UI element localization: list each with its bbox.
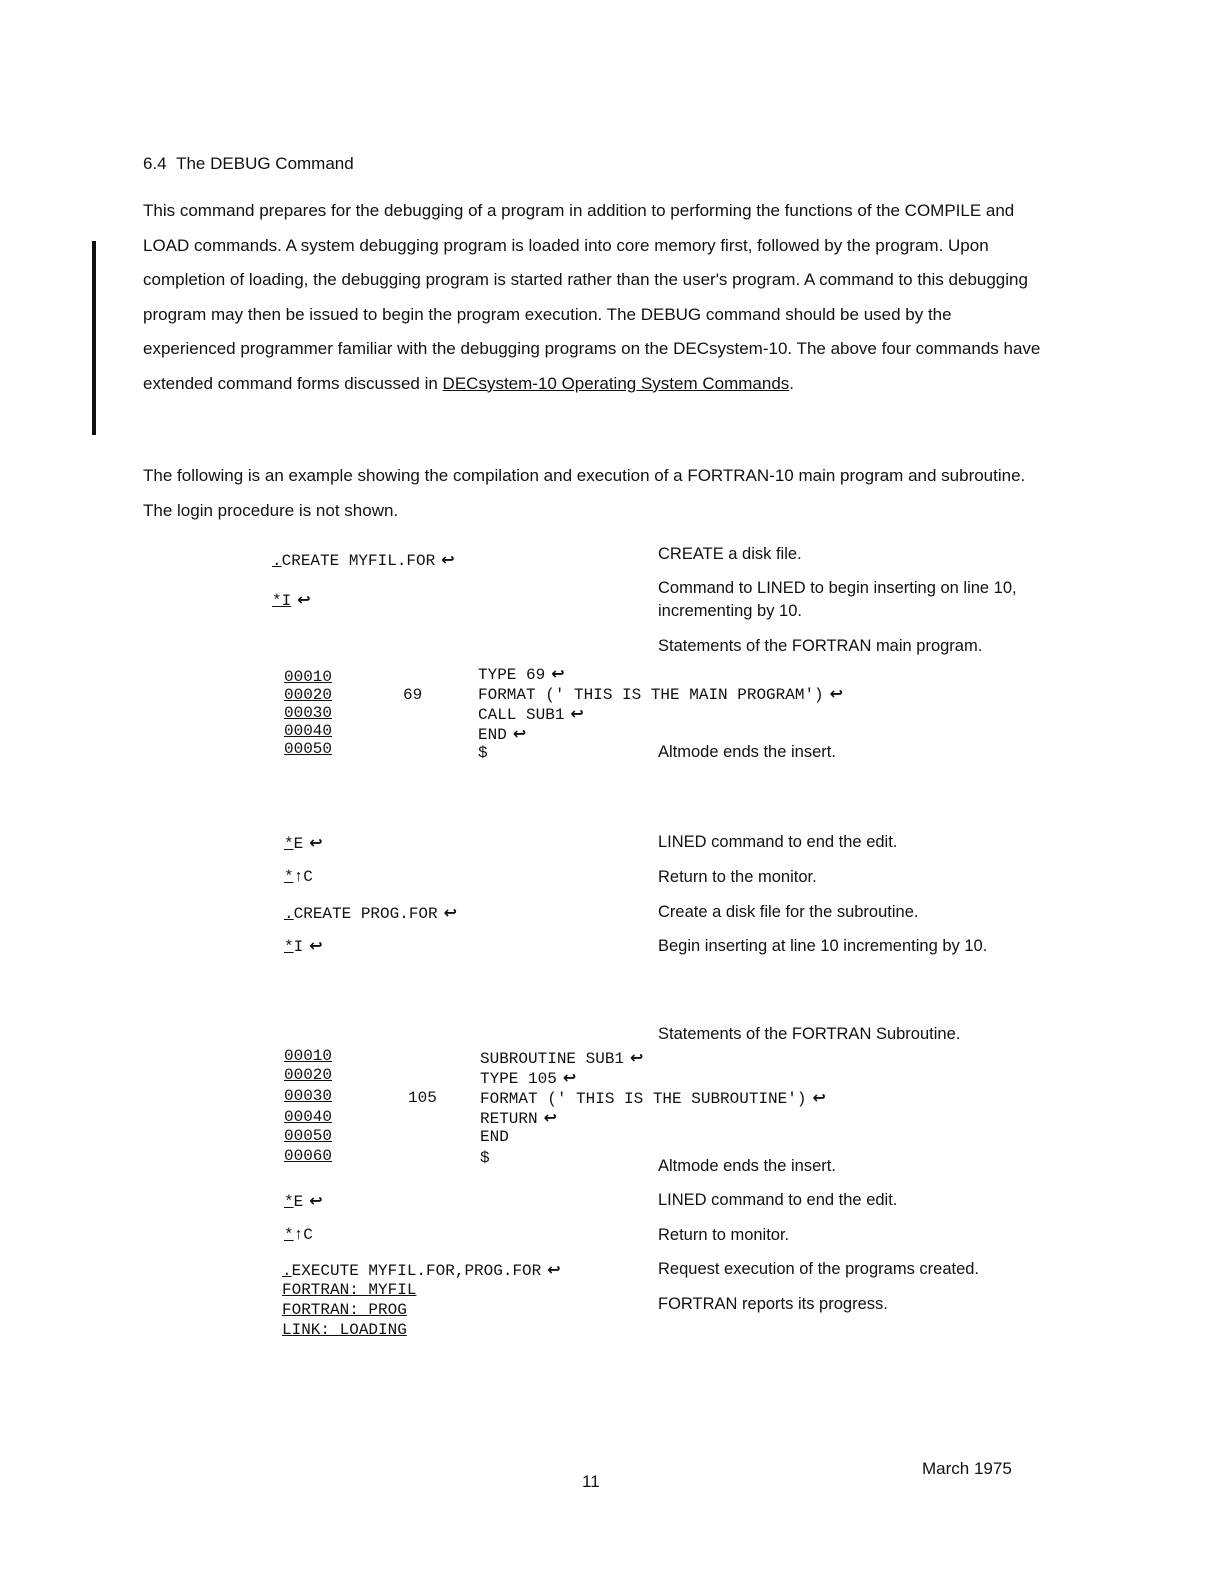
desc-create-1: CREATE a disk file. xyxy=(658,545,802,563)
command-text: CREATE MYFIL.FOR xyxy=(281,552,436,570)
command-text: E xyxy=(293,1193,304,1211)
reference-link[interactable]: DECsystem-10 Operating System Commands xyxy=(442,373,790,393)
desc-insert-1: Command to LINED to begin inserting on line 10, incrementing by 10. xyxy=(658,579,1017,620)
return-key-icon: ↩ xyxy=(829,684,844,703)
command-text: EXECUTE MYFIL.FOR,PROG.FOR xyxy=(291,1262,542,1280)
control-c-command-1 xyxy=(284,868,313,886)
line-number: 00020 xyxy=(284,1066,333,1084)
desc-return-2: Return to monitor. xyxy=(658,1226,790,1244)
desc-insert-2: Begin inserting at line 10 incrementing by 10. xyxy=(658,937,988,955)
line-number: 00010 xyxy=(284,668,333,686)
return-key-icon: ↩ xyxy=(543,1108,558,1127)
output-line: FORTRAN: PROG xyxy=(282,1301,407,1319)
desc-execute: Request execution of the programs created. xyxy=(658,1260,980,1278)
line-number: 00040 xyxy=(284,1108,333,1126)
intro-tail: . xyxy=(789,373,795,393)
desc-end-2: LINED command to end the edit. xyxy=(658,1191,898,1209)
output-line: FORTRAN: MYFIL xyxy=(282,1281,417,1299)
return-key-icon: ↩ xyxy=(443,903,458,922)
statement: SUBROUTINE SUB1 ↩ xyxy=(480,1048,644,1068)
return-key-icon: ↩ xyxy=(441,550,455,569)
insert-command-1 xyxy=(272,590,311,610)
statement: $ xyxy=(480,1149,490,1167)
footer-date: March 1975 xyxy=(922,1459,1012,1478)
statement: TYPE 105 ↩ xyxy=(480,1068,577,1088)
end-edit-command-1 xyxy=(284,833,323,853)
return-key-icon: ↩ xyxy=(297,590,311,609)
create-command-1 xyxy=(272,550,455,570)
desc-create-2: Create a disk file for the subroutine. xyxy=(658,903,919,921)
line-number: 00030 xyxy=(284,704,333,722)
command-text: CREATE PROG.FOR xyxy=(293,905,438,923)
section-heading xyxy=(143,154,354,174)
example-intro: The following is an example showing the compilation and execution of a FORTRAN-10 main program and subroutine. The login procedure is not shown. xyxy=(143,466,1026,520)
desc-return-1: Return to the monitor. xyxy=(658,868,817,886)
return-key-icon: ↩ xyxy=(812,1088,826,1107)
output-line: LINK: LOADING xyxy=(282,1321,407,1339)
statement: FORMAT (' THIS IS THE MAIN PROGRAM') ↩ xyxy=(478,684,844,704)
return-key-icon: ↩ xyxy=(547,1260,561,1279)
page-number: 11 xyxy=(582,1472,600,1491)
return-key-icon: ↩ xyxy=(309,1191,323,1210)
statement: RETURN ↩ xyxy=(480,1108,558,1128)
lined-prompt: * xyxy=(272,592,282,610)
intro-text: This command prepares for the debugging of a program in addition to performing the functions of the COMPILE and LOAD commands. A system debugging program is loaded into core memory first, followed by the program. Upon completion of loading, the debugging program is started rather than the user's program. A command to this debugging program may then be issued to begin the program execution. The DEBUG command should be used by the experienced programmer familiar with the debugging programs on the DECsystem-10. The above four commands have extended command forms discussed in xyxy=(143,201,1041,393)
execute-command xyxy=(282,1260,561,1280)
lined-prompt: * xyxy=(284,835,294,853)
line-number: 00030 xyxy=(284,1087,333,1105)
command-text: ↑C xyxy=(293,868,313,886)
statement: FORMAT (' THIS IS THE SUBROUTINE') ↩ xyxy=(480,1088,826,1108)
statement: END ↩ xyxy=(478,724,527,744)
statement: END xyxy=(480,1128,509,1146)
line-number: 00050 xyxy=(284,1127,333,1145)
change-bar xyxy=(92,241,96,435)
control-c-command-2 xyxy=(284,1226,313,1244)
return-key-icon: ↩ xyxy=(512,724,527,743)
line-number: 00010 xyxy=(284,1047,333,1065)
desc-altmode-2: Altmode ends the insert. xyxy=(658,1157,836,1175)
return-key-icon: ↩ xyxy=(630,1048,644,1067)
statement-label: 105 xyxy=(408,1089,437,1107)
return-key-icon: ↩ xyxy=(309,936,323,955)
create-command-2 xyxy=(284,903,457,923)
return-key-icon: ↩ xyxy=(562,1068,577,1087)
intro-paragraph xyxy=(143,194,1043,401)
desc-progress: FORTRAN reports its progress. xyxy=(658,1295,888,1313)
statement: TYPE 69 ↩ xyxy=(478,664,565,684)
desc-end-1: LINED command to end the edit. xyxy=(658,833,898,851)
section-number: 6.4 xyxy=(143,154,167,173)
monitor-prompt: . xyxy=(284,905,294,923)
return-key-icon: ↩ xyxy=(309,833,323,852)
statement-label: 69 xyxy=(403,686,423,704)
statement: CALL SUB1 ↩ xyxy=(478,704,584,724)
line-number: 00060 xyxy=(284,1147,333,1165)
monitor-prompt: . xyxy=(272,552,282,570)
command-text: I xyxy=(293,938,304,956)
lined-prompt: * xyxy=(284,1193,294,1211)
monitor-prompt: . xyxy=(282,1262,292,1280)
line-number: 00050 xyxy=(284,740,333,758)
statement: $ xyxy=(478,744,488,762)
command-text: E xyxy=(293,835,304,853)
desc-main-statements: Statements of the FORTRAN main program. xyxy=(658,637,983,655)
end-edit-command-2 xyxy=(284,1191,323,1211)
return-key-icon: ↩ xyxy=(551,664,565,683)
return-key-icon: ↩ xyxy=(570,704,584,723)
line-number: 00040 xyxy=(284,722,333,740)
insert-command-2 xyxy=(284,936,323,956)
lined-prompt: * xyxy=(284,868,294,886)
lined-prompt: * xyxy=(284,1226,294,1244)
line-number: 00020 xyxy=(284,686,333,704)
desc-altmode-1: Altmode ends the insert. xyxy=(658,743,836,761)
section-title: The DEBUG Command xyxy=(176,154,354,173)
desc-sub-statements: Statements of the FORTRAN Subroutine. xyxy=(658,1025,961,1043)
command-text: I xyxy=(281,592,292,610)
lined-prompt: * xyxy=(284,938,294,956)
command-text: ↑C xyxy=(293,1226,313,1244)
